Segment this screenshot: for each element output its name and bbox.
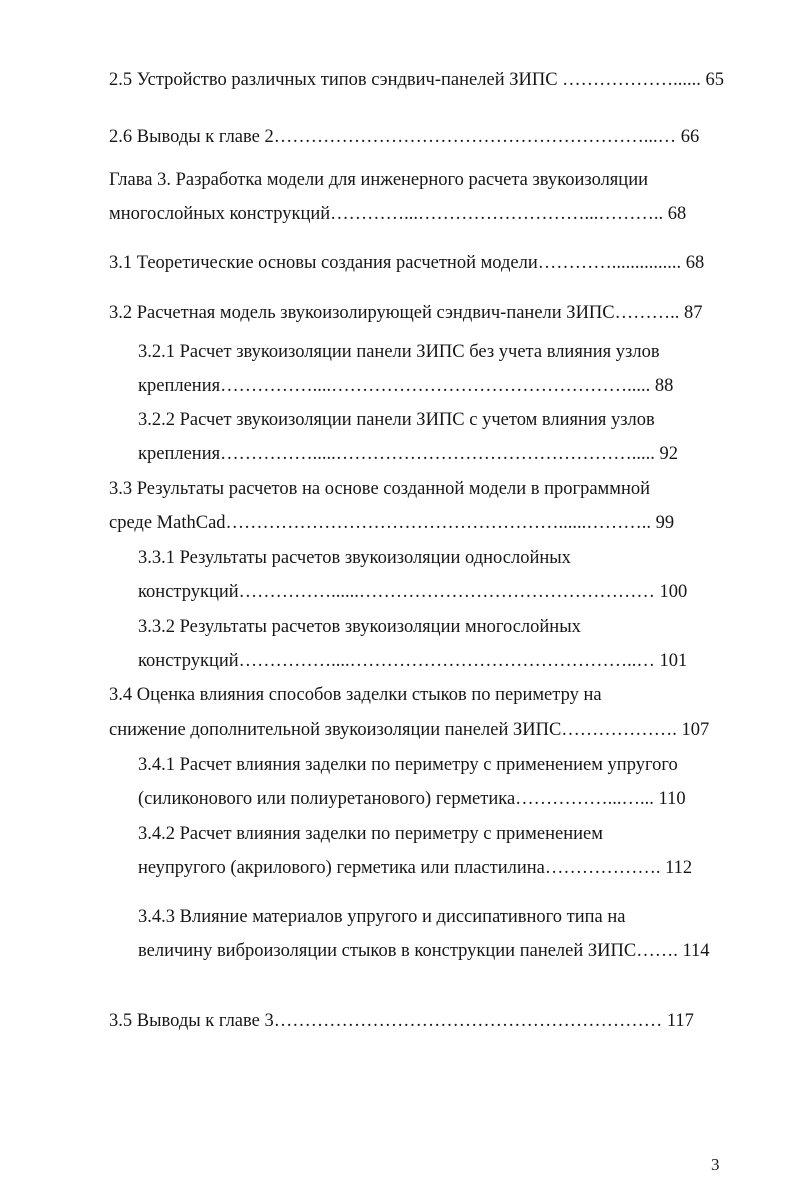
toc-entry-3-2-1-cont: крепления……………....…………………………………………..... 88 <box>138 376 674 396</box>
toc-entry-3-2-1: 3.2.1 Расчет звукоизоляции панели ЗИПС без учета влияния узлов <box>138 342 660 362</box>
toc-entry-3-4-2: 3.4.2 Расчет влияния заделки по периметру с применением <box>138 824 603 844</box>
toc-entry-3-3-2: 3.3.2 Результаты расчетов звукоизоляции многослойных <box>138 617 581 637</box>
toc-entry-3-4-cont: снижение дополнительной звукоизоляции панелей ЗИПС………………. 107 <box>109 720 710 740</box>
toc-entry-3-4-1-cont: (силиконового или полиуретанового) герметика……………...…... 110 <box>138 789 686 809</box>
toc-entry-3-2: 3.2 Расчетная модель звукоизолирующей сэндвич-панели ЗИПС……….. 87 <box>109 303 703 323</box>
toc-entry-3-4-1: 3.4.1 Расчет влияния заделки по периметру с применением упругого <box>138 755 678 775</box>
toc-entry-3-2-2-cont: крепления…………….....…………………………………………..... 92 <box>138 444 678 464</box>
toc-entry-3-4-3-cont: величину виброизоляции стыков в конструкции панелей ЗИПС……. 114 <box>138 941 710 961</box>
toc-entry-2-6: 2.6 Выводы к главе 2……………………………………………………...… 66 <box>109 127 700 147</box>
toc-entry-3-5: 3.5 Выводы к главе 3……………………………………………………… 117 <box>109 1011 694 1031</box>
toc-entry-3-3-cont: среде MathCad………………………………………………......……….. 99 <box>109 513 675 533</box>
toc-entry-chapter-3-cont: многослойных конструкций…………...………………………...……….. 68 <box>109 204 687 224</box>
toc-entry-3-3-2-cont: конструкций……………....………………………………………..… 101 <box>138 651 688 671</box>
toc-entry-3-3: 3.3 Результаты расчетов на основе созданной модели в программной <box>109 479 650 499</box>
toc-entry-chapter-3: Глава 3. Разработка модели для инженерного расчета звукоизоляции <box>109 170 649 190</box>
toc-entry-3-2-2: 3.2.2 Расчет звукоизоляции панели ЗИПС с учетом влияния узлов <box>138 410 655 430</box>
toc-entry-3-3-1: 3.3.1 Результаты расчетов звукоизоляции однослойных <box>138 548 571 568</box>
toc-entry-3-4-2-cont: неупругого (акрилового) герметика или пластилина………………. 112 <box>138 858 693 878</box>
toc-entry-3-1: 3.1 Теоретические основы создания расчетной модели…………............... 68 <box>109 253 705 273</box>
page-number: 3 <box>711 1155 720 1174</box>
toc-entry-3-4-3: 3.4.3 Влияние материалов упругого и диссипативного типа на <box>138 907 626 927</box>
toc-entry-3-3-1-cont: конструкций……………......………………………………………… 100 <box>138 582 688 602</box>
toc-entry-3-4: 3.4 Оценка влияния способов заделки стыков по периметру на <box>109 685 602 705</box>
toc-entry-2-5: 2.5 Устройство различных типов сэндвич-панелей ЗИПС ………………...... 65 <box>109 70 725 90</box>
